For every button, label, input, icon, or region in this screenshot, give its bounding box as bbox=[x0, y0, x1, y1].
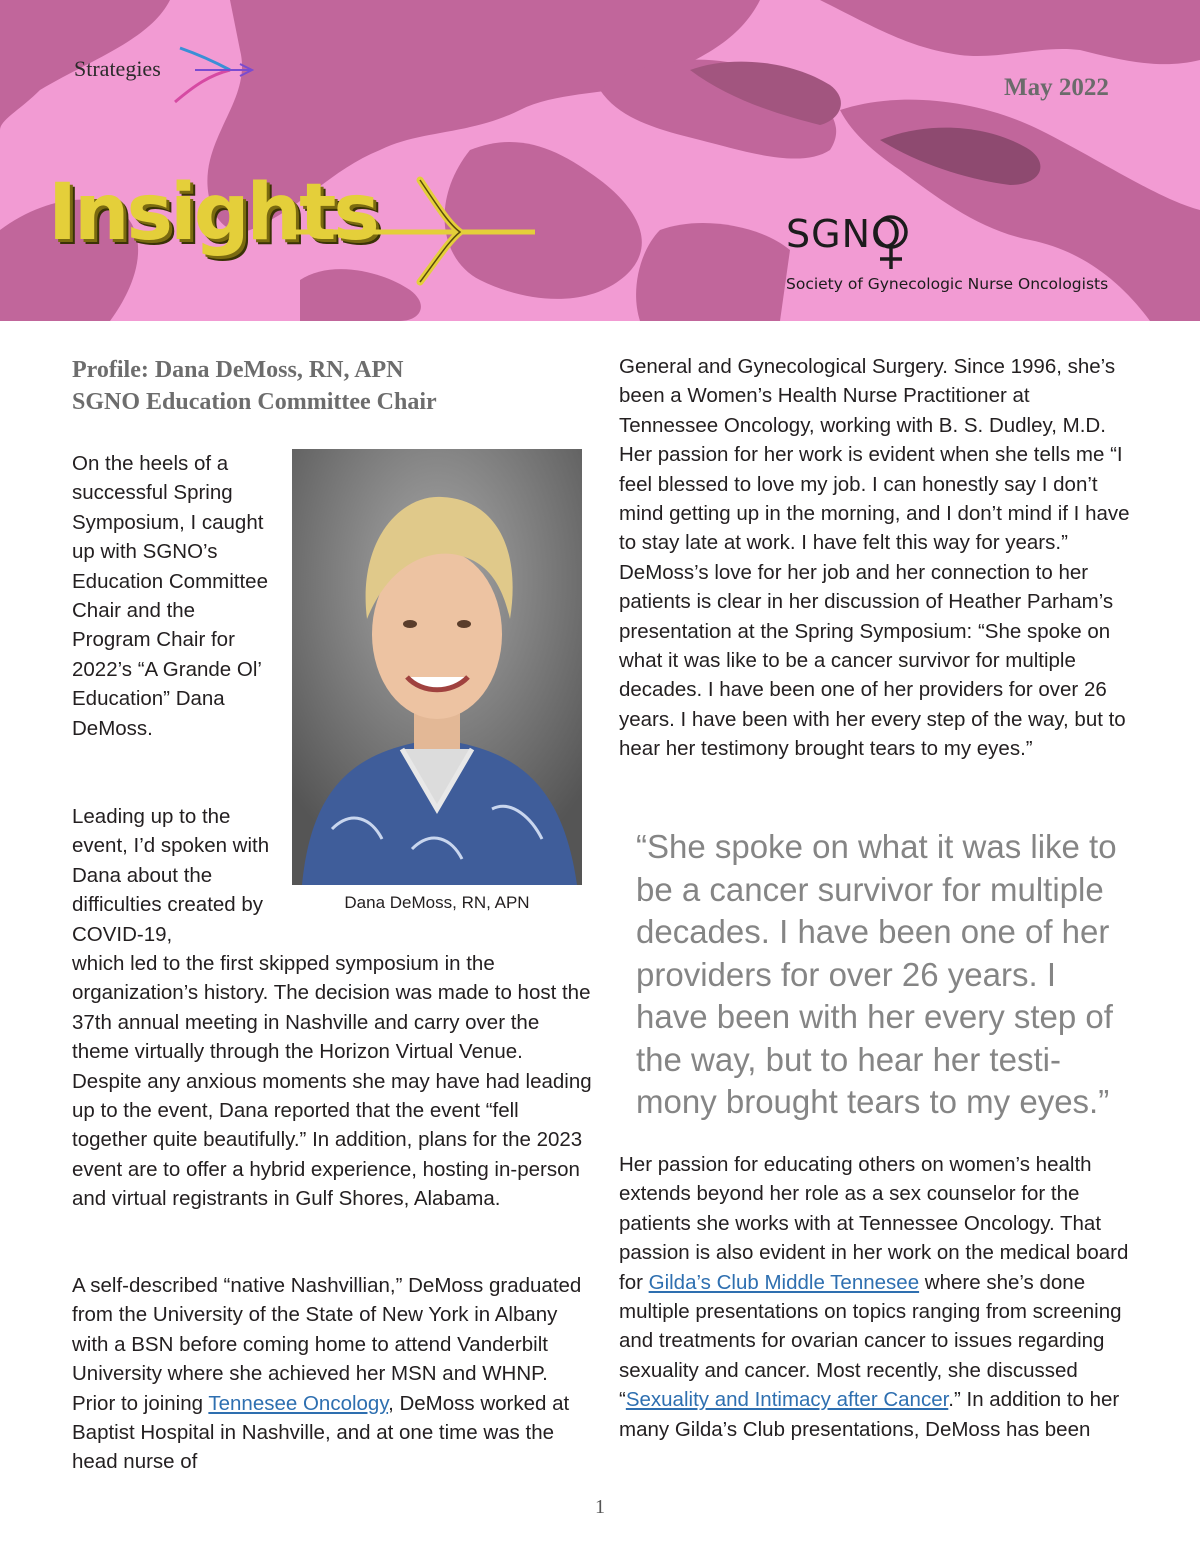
paragraph-event-start: Leading up to the event, I’d spoken with Dana about the difficulties created by COVID-19, bbox=[72, 805, 270, 946]
article-title-line1: Profile: Dana DeMoss, RN, APN bbox=[72, 357, 404, 383]
paragraph-education bbox=[619, 1150, 1134, 1444]
sexuality-intimacy-link[interactable]: Sexuality and Intimacy after Cancer bbox=[625, 1388, 949, 1412]
paragraph-event-continued: which led to the first skipped symposium in the organization’s history. The decision was made to host the 37th annual meeting in Nashville and carry over the theme virtually through the Horizon Virtual Venue. Despite any anxious moments she may have had leading up to the event, Dana reported that the event “fell together quite beautifully.” In addition, plans for the 2023 event are to offer a hybrid experience, hosting in-person and virtual registrants in Gulf Shores, Alabama. bbox=[72, 952, 592, 1211]
gildas-club-link[interactable]: Gilda’s Club Middle Tennesee bbox=[648, 1270, 920, 1294]
page-number: 1 bbox=[595, 1496, 605, 1518]
paragraph-intro: On the heels of a successful Spring Symposium, I caught up with SGNO’s Education Committee Chair and the Program Chair for 2022’s “A Grande Ol’ Education” Dana DeMoss. bbox=[72, 452, 268, 740]
strategies-logo-text: Strategies bbox=[74, 56, 161, 81]
paragraph-education-text-end: .” In addition to her many Gilda’s Club presentations, DeMoss has been bbox=[619, 1388, 1120, 1441]
article-title-line2: SGNO Education Committee Chair bbox=[72, 389, 437, 415]
issue-date: May 2022 bbox=[1004, 74, 1109, 101]
portrait-photo bbox=[292, 449, 582, 885]
insights-title: Insights bbox=[48, 168, 377, 258]
tennessee-oncology-link[interactable]: Tennesee Oncology bbox=[208, 1391, 389, 1415]
strategies-arrow-icon bbox=[170, 40, 260, 110]
paragraph-background-text: A self-described “native Nashvillian,” DeMoss graduated from the University of the State of New York in Albany with a BSN before coming home to attend Vanderbilt University where she achieved her MSN and WHNP. Prior to joining bbox=[72, 1274, 582, 1415]
sgno-logo-text: SGNO bbox=[786, 212, 902, 256]
pull-quote: “She spoke on what it was like to be a cancer survivor for multiple decades. I have been one of her providers for over 26 years. I have been with her every step of the way, but to hear her testi-mony brought tears to my eyes.” bbox=[636, 828, 1117, 1120]
paragraph-education-text-mid: where she’s done multiple presentations on topics ranging from screening and treatments for ovarian cancer to issues regarding sexuality and cancer. Most recently, she discussed “ bbox=[619, 1270, 1122, 1412]
female-symbol-icon bbox=[868, 214, 914, 270]
paragraph-background bbox=[72, 1271, 592, 1477]
paragraph-education-text: Her passion for educating others on women’s health extends beyond her role as a sex counselor for the patients she works with at Tennessee Oncology. That passion is also evident in her work on the medical board for bbox=[619, 1153, 1129, 1294]
newsletter-header bbox=[0, 0, 1200, 321]
organization-name: Society of Gynecologic Nurse Oncologists bbox=[786, 275, 1109, 293]
insights-arrow-icon bbox=[290, 170, 540, 290]
paragraph-career: General and Gynecological Surgery. Since 1996, she’s been a Women’s Health Nurse Practitioner at Tennessee Oncology, working with B. S. Dudley, M.D. Her passion for her work is evident when she tells me “I feel blessed to love my job. I can honestly say I don’t mind getting up in the morning, and I don’t mind if I have to stay late at work. I have felt this way for years.” DeMoss’s love for her job and her connection to her patients is clear in her discussion of Heather Parham’s presentation at the Spring Symposium: “She spoke on what it was like to be a cancer survivor for multiple decades. I have been one of her providers for over 26 years. I have been with her every step of the way, but to hear her testimony brought tears to my eyes.” bbox=[619, 355, 1130, 761]
paragraph-background-text-end: , DeMoss worked at Baptist Hospital in Nashville, and at one time was the head nurse of bbox=[72, 1391, 570, 1474]
article-title-block bbox=[72, 354, 592, 418]
photo-caption: Dana DeMoss, RN, APN bbox=[344, 893, 530, 912]
